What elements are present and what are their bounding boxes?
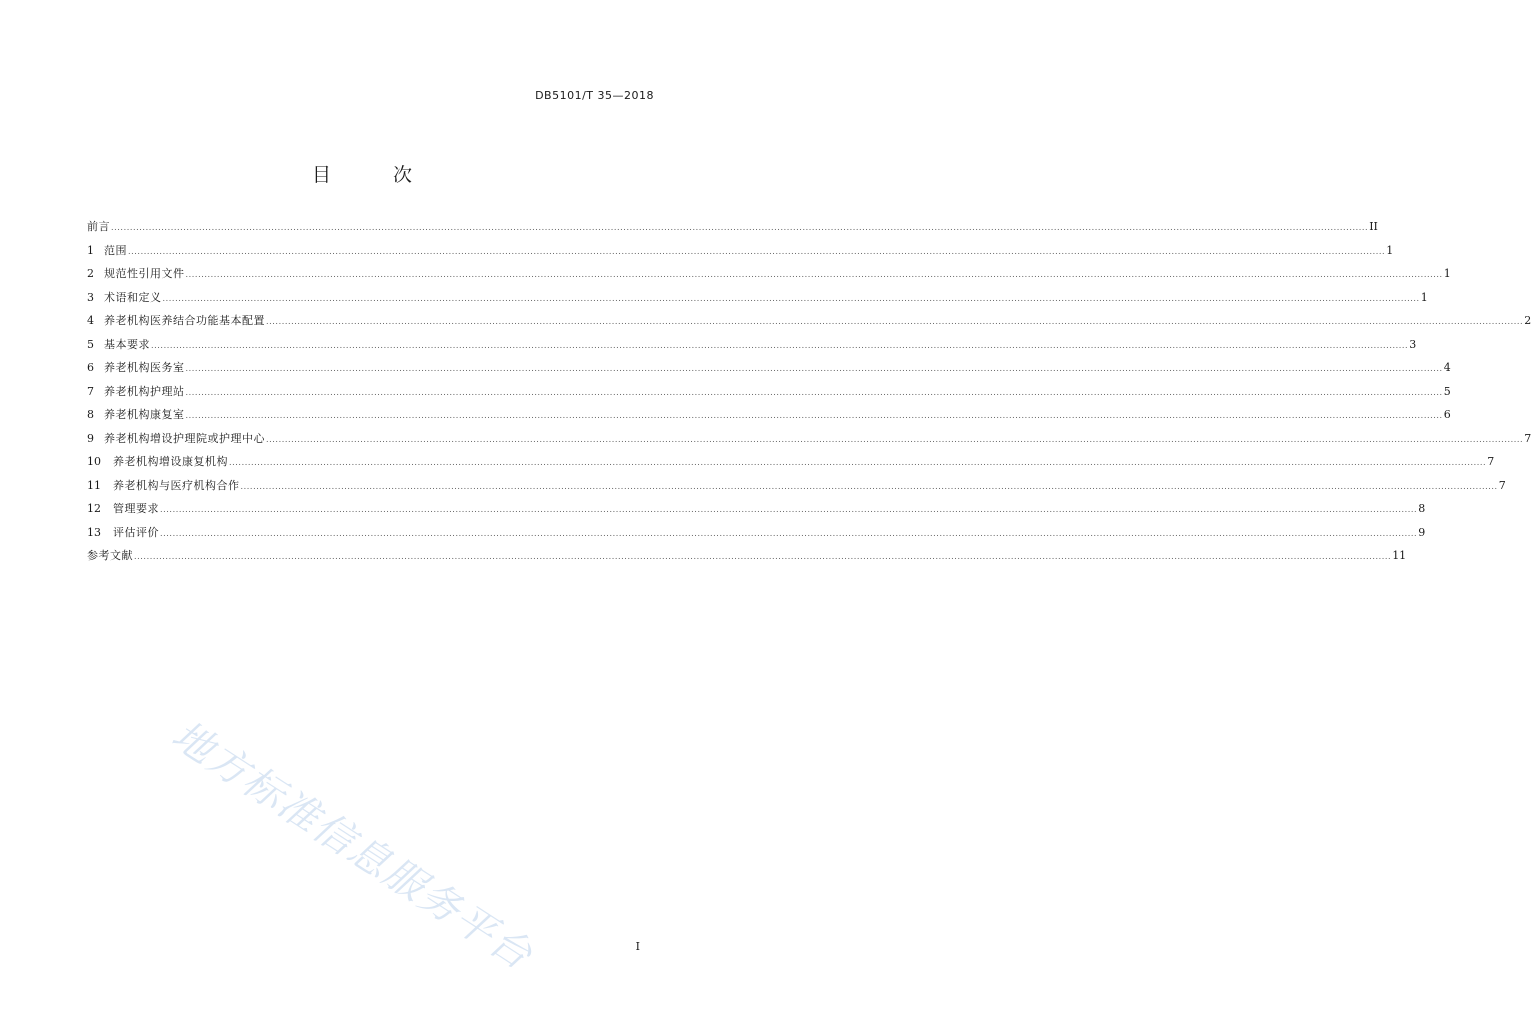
toc-entry-label: 养老机构护理站 (104, 384, 185, 398)
toc-leader-dots: ................................................................................................................................................................................................................................................................................................................................................................................................................ (160, 505, 1418, 514)
toc-entry-label: 基本要求 (104, 337, 150, 351)
toc-entry-number: 9 (87, 431, 94, 445)
toc-entry-page: 1 (1443, 267, 1451, 280)
toc-entry-page: II (1369, 220, 1378, 233)
toc-entry-page: 3 (1409, 337, 1417, 351)
toc-leader-dots: ................................................................................................................................................................................................................................................................................................................................................................................................................ (111, 223, 1369, 232)
toc-entry-number: 1 (87, 243, 94, 257)
toc-entry-3[interactable] (87, 289, 1428, 313)
toc-leader-dots: ................................................................................................................................................................................................................................................................................................................................................................................................................ (266, 317, 1524, 326)
toc-entry-page: 1 (1420, 290, 1428, 304)
toc-entry-label: 前言 (87, 220, 110, 233)
toc-leader-dots: ................................................................................................................................................................................................................................................................................................................................................................................................................ (185, 411, 1443, 420)
toc-entry-page: 1 (1386, 243, 1394, 257)
toc-entry-number: 3 (87, 290, 94, 304)
toc-entry-references[interactable] (87, 547, 1407, 571)
toc-entry-9[interactable] (87, 430, 1531, 454)
toc-entry-11[interactable] (87, 477, 1506, 501)
page-number: I (635, 940, 640, 953)
toc-entry-label: 养老机构医务室 (104, 361, 185, 374)
toc-entry-7[interactable] (87, 383, 1451, 407)
toc-entry-page: 5 (1443, 384, 1451, 398)
toc-entry-page: 11 (1392, 549, 1407, 562)
toc-leader-dots: ................................................................................................................................................................................................................................................................................................................................................................................................................ (134, 552, 1392, 561)
toc-leader-dots: ................................................................................................................................................................................................................................................................................................................................................................................................................ (185, 387, 1443, 397)
toc-leader-dots: ................................................................................................................................................................................................................................................................................................................................................................................................................ (240, 481, 1498, 491)
toc-entry-4[interactable] (87, 312, 1531, 336)
toc-entry-page: 9 (1418, 525, 1426, 539)
toc-entry-number: 11 (87, 478, 101, 492)
toc-entry-label: 规范性引用文件 (104, 267, 185, 280)
toc-leader-dots: ................................................................................................................................................................................................................................................................................................................................................................................................................ (128, 246, 1386, 256)
document-code: DB5101/T 35—2018 (535, 89, 654, 102)
toc-entry-6[interactable] (87, 359, 1451, 383)
toc-entry-page: 6 (1443, 408, 1451, 421)
toc-entry-number: 6 (87, 361, 94, 374)
toc-entry-label: 养老机构医养结合功能基本配置 (104, 314, 265, 327)
toc-entry-number: 10 (87, 455, 101, 468)
toc-entry-label: 范围 (104, 243, 127, 257)
toc-entry-label: 养老机构与医疗机构合作 (113, 478, 240, 492)
toc-entry-label: 养老机构增设康复机构 (113, 455, 228, 468)
toc-entry-page: 7 (1524, 431, 1531, 445)
toc-entry-label: 参考文献 (87, 549, 133, 562)
toc-leader-dots: ................................................................................................................................................................................................................................................................................................................................................................................................................ (266, 434, 1524, 444)
toc-entry-page: 7 (1487, 455, 1495, 468)
toc-entry-foreword[interactable] (87, 218, 1378, 242)
toc-entry-number: 5 (87, 337, 94, 351)
watermark: 地方标准信息服务平台 (163, 712, 541, 980)
toc-entry-label: 术语和定义 (104, 290, 162, 304)
toc-entry-number: 2 (87, 267, 94, 280)
toc-leader-dots: ................................................................................................................................................................................................................................................................................................................................................................................................................ (185, 364, 1443, 373)
toc-entry-number: 7 (87, 384, 94, 398)
toc-entry-13[interactable] (87, 524, 1426, 548)
toc-leader-dots: ................................................................................................................................................................................................................................................................................................................................................................................................................ (162, 293, 1420, 303)
toc-entry-2[interactable] (87, 265, 1451, 289)
toc-leader-dots: ................................................................................................................................................................................................................................................................................................................................................................................................................ (151, 340, 1409, 350)
toc-entry-page: 8 (1418, 502, 1426, 515)
toc-entry-number: 13 (87, 525, 101, 539)
toc-entry-label: 管理要求 (113, 502, 159, 515)
toc-leader-dots: ................................................................................................................................................................................................................................................................................................................................................................................................................ (160, 528, 1418, 538)
toc-entry-8[interactable] (87, 406, 1451, 430)
toc-entry-12[interactable] (87, 500, 1426, 524)
toc-entry-label: 评估评价 (113, 525, 159, 539)
toc-title: 目 次 (311, 164, 441, 186)
toc-entry-number: 4 (87, 314, 94, 327)
table-of-contents (87, 218, 1531, 571)
toc-entry-number: 12 (87, 502, 101, 515)
toc-entry-5[interactable] (87, 336, 1417, 360)
toc-entry-10[interactable] (87, 453, 1495, 477)
toc-entry-1[interactable] (87, 242, 1394, 266)
toc-entry-number: 8 (87, 408, 94, 421)
toc-entry-label: 养老机构增设护理院或护理中心 (104, 431, 265, 445)
toc-entry-page: 4 (1443, 361, 1451, 374)
toc-entry-page: 2 (1524, 314, 1531, 327)
toc-entry-page: 7 (1498, 478, 1506, 492)
toc-entry-label: 养老机构康复室 (104, 408, 185, 421)
toc-leader-dots: ................................................................................................................................................................................................................................................................................................................................................................................................................ (229, 458, 1487, 467)
toc-leader-dots: ................................................................................................................................................................................................................................................................................................................................................................................................................ (185, 270, 1443, 279)
